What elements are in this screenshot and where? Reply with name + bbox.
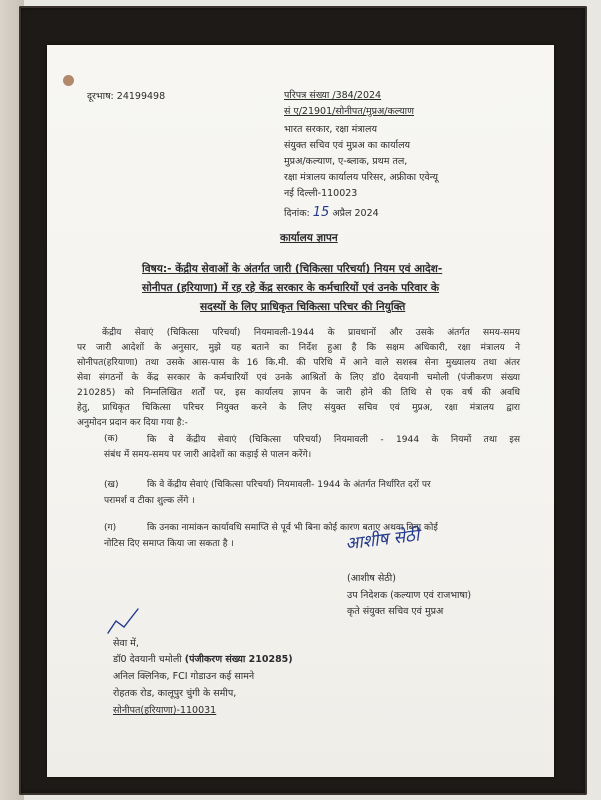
org-line-5: नई दिल्ली-110023 bbox=[284, 188, 358, 199]
initial-tick-mark bbox=[102, 607, 142, 637]
para1-line-1: केंद्रीय सेवाएं (चिकित्सा परिचर्या) नियमावली-1944 के प्रावधानों और उसके अंतर्गत समय-समय bbox=[102, 328, 520, 338]
org-line-2: संयुक्त सचिव एवं मुप्रअ का कार्यालय bbox=[284, 140, 411, 151]
para1-line-3: सोनीपत(हरियाणा) तथा उसके आस-पास के 16 कि.मी. की परिधि में आने वाले सशस्त्र सेना मुख्यालय तथा अंतर bbox=[77, 358, 520, 368]
recipient-registration: (पंजीकरण संख्या 210285) bbox=[184, 654, 293, 665]
pin-mark bbox=[63, 75, 74, 86]
condition-c-line-2: नोटिस दिए समाप्त किया जा सकता है । bbox=[104, 539, 234, 549]
para1-line-2: पर जारी आदेशों के अनुसार, मुझे यह बताने का निर्देश हुआ है कि सक्षम अधिकारी, रक्षा मंत्रालय ने bbox=[77, 343, 520, 353]
memo-title: कार्यालय ज्ञापन bbox=[280, 232, 338, 244]
para1-line-4: सेवा संगठनों के केंद्र सरकार के कर्मचारियों एवं उनके आश्रितों के लिए डॉ0 देवयानी चमोली (पंजीकरण संख्या bbox=[77, 373, 520, 383]
org-line-1: भारत सरकार, रक्षा मंत्रालय bbox=[284, 124, 377, 135]
signatory-designation: उप निदेशक (कल्याण एवं राजभाषा) bbox=[347, 590, 472, 601]
recipient-to-label: सेवा में, bbox=[113, 638, 139, 649]
para1-line-7: अनुमोदन प्रदान कर दिया गया है:- bbox=[77, 418, 188, 428]
date-label: दिनांक: bbox=[284, 208, 310, 219]
condition-b-marker: (ख) bbox=[104, 480, 119, 490]
date-line bbox=[284, 206, 379, 219]
phone-number: दूरभाष: 24199498 bbox=[87, 91, 166, 102]
file-number: सं ए/21901/सोनीपत/मुप्रअ/कल्याण bbox=[284, 106, 414, 117]
recipient-name: डॉ0 देवयानी चमोली bbox=[113, 654, 182, 665]
subject-line-1: विषय:- केंद्रीय सेवाओं के अंतर्गत जारी (चिकित्सा परिचर्या) नियम एवं आदेश- bbox=[142, 263, 443, 275]
org-line-4: रक्षा मंत्रालय कार्यालय परिसर, अफ्रीका एवेन्यू bbox=[284, 172, 438, 183]
circular-number: परिपत्र संख्या /384/2024 bbox=[284, 90, 382, 101]
condition-b-line-2: परामर्श व टीका शुल्क लेंगे । bbox=[104, 496, 195, 506]
subject-line-3: सदस्यों के लिए प्राधिकृत चिकित्सा परिचर की नियुक्ति bbox=[200, 301, 406, 313]
condition-c-marker: (ग) bbox=[104, 523, 117, 533]
date-day: 15 bbox=[312, 205, 330, 220]
condition-c-line-1: कि उनका नामांकन कार्यावधि समाप्ति से पूर्व भी बिना कोई कारण बताए अथवा बिना कोई bbox=[147, 523, 438, 533]
org-line-3: मुप्रअ/कल्याण, ए-ब्लाक, प्रथम तल, bbox=[284, 156, 408, 167]
subject-line-2: सोनीपत (हरियाणा) में रह रहे केंद्र सरकार के कर्मचारियों एवं उनके परिवार के bbox=[142, 282, 440, 294]
date-month-year: अप्रैल 2024 bbox=[332, 208, 379, 219]
condition-b-line-1: कि वे केंद्रीय सेवाएं (चिकित्सा परिचर्या) नियमावली- 1944 के अंतर्गत निर्धारित दरों पर bbox=[147, 480, 431, 490]
framed-document bbox=[47, 45, 554, 777]
condition-a-marker: (क) bbox=[104, 434, 119, 444]
handwritten-signature: आशीष सेठी bbox=[344, 525, 421, 555]
signatory-name: (आशीष सेठी) bbox=[347, 573, 396, 584]
recipient-address-3: सोनीपत(हरियाणा)-110031 bbox=[113, 705, 217, 716]
condition-a-line-1: कि वे केंद्रीय सेवाएं (चिकित्सा परिचर्या) नियमावली - 1944 के नियमों तथा इस bbox=[147, 435, 520, 445]
recipient-address-2: रोहतक रोड, कालूपुर चुंगी के समीप, bbox=[113, 688, 237, 699]
para1-line-5: 210285) को निम्नलिखित शर्तों पर, इस कार्यालय ज्ञापन के जारी होने की तिथि से एक वर्ष की अवधि bbox=[77, 388, 520, 398]
signatory-on-behalf: कृते संयुक्त सचिव एवं मुप्रअ bbox=[347, 606, 444, 617]
para1-line-6: हेतु, प्राधिकृत चिकित्सा परिचर नियुक्त करने के लिए संयुक्त सचिव एवं मुप्रअ, रक्षा मंत्रालय द्वारा bbox=[77, 403, 520, 413]
condition-a-line-2: संबंध में समय-समय पर जारी आदेशों का कड़ाई से पालन करेंगे। bbox=[104, 450, 312, 460]
recipient-name-line bbox=[113, 655, 293, 665]
recipient-address-1: अनिल क्लिनिक, FCI गोडाउन कई सामने bbox=[113, 671, 255, 682]
